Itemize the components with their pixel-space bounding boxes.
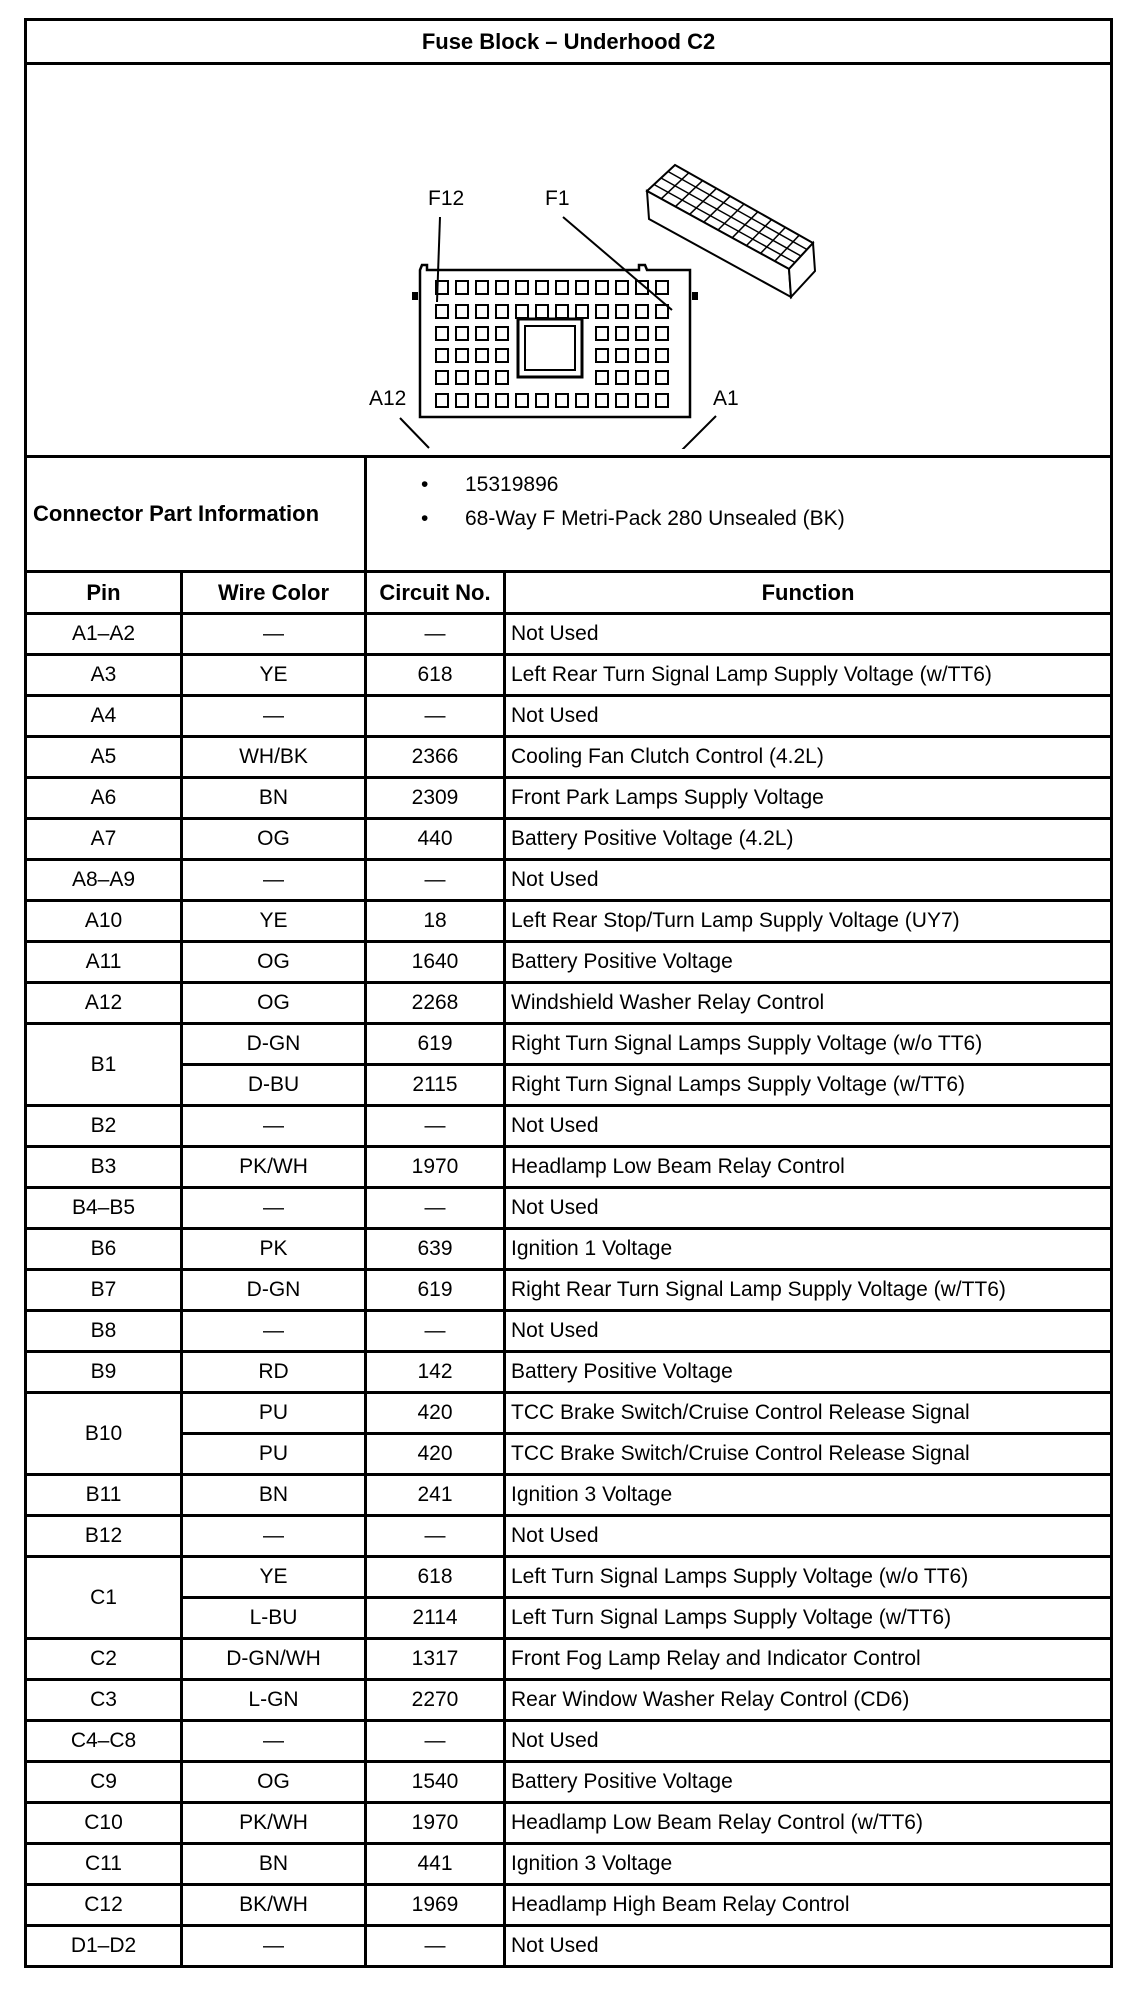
wire-color-cell: YE [182, 655, 366, 696]
pin-cell: A3 [26, 655, 182, 696]
cavity [496, 281, 508, 294]
wire-color-cell: PU [182, 1434, 366, 1475]
part-number: 15319896 [465, 473, 559, 496]
header-pin: Pin [26, 572, 182, 614]
pin-cell: C10 [26, 1803, 182, 1844]
latch-left [412, 292, 418, 300]
function-cell: Windshield Washer Relay Control [505, 983, 1112, 1024]
table-row [26, 1393, 1112, 1434]
function-cell: Battery Positive Voltage [505, 942, 1112, 983]
cavity [556, 281, 568, 294]
table-row [26, 1475, 1112, 1516]
cavity [576, 281, 588, 294]
wire-color-cell: PU [182, 1393, 366, 1434]
cavity [536, 305, 548, 318]
pin-cell: D1–D2 [26, 1926, 182, 1967]
bullet-icon: • [421, 507, 429, 530]
pin-cell: B7 [26, 1270, 182, 1311]
wire-color-cell: D-GN/WH [182, 1639, 366, 1680]
table-row [26, 1885, 1112, 1926]
cavity [456, 305, 468, 318]
pin-cell: B1 [26, 1024, 182, 1106]
circuit-number-cell: 420 [366, 1434, 505, 1475]
function-cell: Left Turn Signal Lamps Supply Voltage (w/TT6) [505, 1598, 1112, 1639]
wire-color-cell: L-BU [182, 1598, 366, 1639]
pin-cell: C11 [26, 1844, 182, 1885]
cavity [636, 394, 648, 407]
cavity [656, 349, 668, 362]
cavity [656, 281, 668, 294]
cavity [576, 394, 588, 407]
wire-color-cell: RD [182, 1352, 366, 1393]
pin-cell: C2 [26, 1639, 182, 1680]
table-row [26, 1844, 1112, 1885]
pin-cell: A5 [26, 737, 182, 778]
cavity [516, 305, 528, 318]
cavity [476, 305, 488, 318]
cavity [636, 349, 648, 362]
table-row [26, 1557, 1112, 1598]
circuit-number-cell: 1317 [366, 1639, 505, 1680]
table-row [26, 1024, 1112, 1065]
circuit-number-cell: 2114 [366, 1598, 505, 1639]
pinout-document [24, 18, 1110, 1968]
label-f12: F12 [428, 187, 465, 210]
wire-color-cell: D-GN [182, 1024, 366, 1065]
circuit-number-cell: — [366, 614, 505, 655]
cavity [456, 327, 468, 340]
function-cell: Not Used [505, 1106, 1112, 1147]
table-row [26, 1065, 1112, 1106]
function-cell: Right Turn Signal Lamps Supply Voltage (w/o TT6) [505, 1024, 1112, 1065]
wire-color-cell: BN [182, 778, 366, 819]
pin-cell: B8 [26, 1311, 182, 1352]
table-row [26, 614, 1112, 655]
circuit-number-cell: 618 [366, 655, 505, 696]
function-cell: Not Used [505, 1311, 1112, 1352]
circuit-number-cell: — [366, 1721, 505, 1762]
wire-color-cell: L-GN [182, 1680, 366, 1721]
function-cell: Not Used [505, 1926, 1112, 1967]
wire-color-cell: PK/WH [182, 1147, 366, 1188]
header-circuit-no: Circuit No. [366, 572, 505, 614]
function-cell: Ignition 1 Voltage [505, 1229, 1112, 1270]
table-row [26, 1598, 1112, 1639]
label-f1: F1 [545, 187, 570, 210]
cavity [616, 394, 628, 407]
circuit-number-cell: 619 [366, 1270, 505, 1311]
circuit-number-cell: 420 [366, 1393, 505, 1434]
table-row [26, 1721, 1112, 1762]
cavity [596, 371, 608, 384]
wire-color-cell: BK/WH [182, 1885, 366, 1926]
circuit-number-cell: 619 [366, 1024, 505, 1065]
cavity [656, 305, 668, 318]
cavity [536, 394, 548, 407]
cavity [536, 281, 548, 294]
function-cell: Battery Positive Voltage [505, 1762, 1112, 1803]
table-row [26, 819, 1112, 860]
cavity [456, 371, 468, 384]
function-cell: TCC Brake Switch/Cruise Control Release Signal [505, 1434, 1112, 1475]
wire-color-cell: — [182, 860, 366, 901]
wire-color-cell: D-GN [182, 1270, 366, 1311]
center-key-inner [525, 326, 575, 370]
wire-color-cell: — [182, 1106, 366, 1147]
table-row [26, 901, 1112, 942]
function-cell: Not Used [505, 614, 1112, 655]
circuit-number-cell: 2309 [366, 778, 505, 819]
circuit-number-cell: 142 [366, 1352, 505, 1393]
function-cell: Cooling Fan Clutch Control (4.2L) [505, 737, 1112, 778]
cavity [476, 327, 488, 340]
circuit-number-cell: 2268 [366, 983, 505, 1024]
function-cell: Battery Positive Voltage (4.2L) [505, 819, 1112, 860]
wire-color-cell: D-BU [182, 1065, 366, 1106]
circuit-number-cell: 1640 [366, 942, 505, 983]
pin-cell: B4–B5 [26, 1188, 182, 1229]
cavity [436, 394, 448, 407]
function-cell: Ignition 3 Voltage [505, 1475, 1112, 1516]
circuit-number-cell: 2270 [366, 1680, 505, 1721]
wire-color-cell: BN [182, 1844, 366, 1885]
cavity [596, 327, 608, 340]
pin-cell: C3 [26, 1680, 182, 1721]
cavity [616, 349, 628, 362]
cavity [476, 349, 488, 362]
cavity [636, 305, 648, 318]
table-row [26, 1516, 1112, 1557]
header-function: Function [505, 572, 1112, 614]
table-row [26, 1434, 1112, 1475]
wire-color-cell: OG [182, 819, 366, 860]
pin-cell: C12 [26, 1885, 182, 1926]
function-cell: Left Turn Signal Lamps Supply Voltage (w/o TT6) [505, 1557, 1112, 1598]
table-row [26, 860, 1112, 901]
wire-color-cell: — [182, 1516, 366, 1557]
cavity [636, 327, 648, 340]
bullet-icon: • [421, 473, 429, 496]
pin-cell: A7 [26, 819, 182, 860]
table-row [26, 737, 1112, 778]
pin-cell: B11 [26, 1475, 182, 1516]
latch-right [692, 292, 698, 300]
cavity [496, 305, 508, 318]
circuit-number-cell: 1969 [366, 1885, 505, 1926]
pin-cell: B10 [26, 1393, 182, 1475]
wire-color-cell: — [182, 1721, 366, 1762]
pin-cell: C1 [26, 1557, 182, 1639]
cavity [556, 394, 568, 407]
pin-cell: B3 [26, 1147, 182, 1188]
table-title: Fuse Block – Underhood C2 [26, 20, 1112, 64]
cavity [576, 305, 588, 318]
table-row [26, 1680, 1112, 1721]
pin-cell: C9 [26, 1762, 182, 1803]
cavity [596, 281, 608, 294]
pin-cell: C4–C8 [26, 1721, 182, 1762]
cavity [436, 305, 448, 318]
header-wire-color: Wire Color [182, 572, 366, 614]
circuit-number-cell: 1970 [366, 1147, 505, 1188]
cavity [636, 371, 648, 384]
wire-color-cell: WH/BK [182, 737, 366, 778]
table-row [26, 696, 1112, 737]
wire-color-cell: YE [182, 1557, 366, 1598]
cavity [496, 394, 508, 407]
cavity [556, 305, 568, 318]
pin-cell: A12 [26, 983, 182, 1024]
wire-color-cell: OG [182, 983, 366, 1024]
function-cell: TCC Brake Switch/Cruise Control Release Signal [505, 1393, 1112, 1434]
cavity [476, 281, 488, 294]
wire-color-cell: OG [182, 942, 366, 983]
circuit-number-cell: — [366, 1926, 505, 1967]
circuit-number-cell: — [366, 860, 505, 901]
label-a1: A1 [713, 387, 739, 410]
cavity [656, 327, 668, 340]
circuit-number-cell: 2366 [366, 737, 505, 778]
pin-cell: A1–A2 [26, 614, 182, 655]
wire-color-cell: — [182, 1926, 366, 1967]
table-row [26, 778, 1112, 819]
cavity [476, 371, 488, 384]
cavity [436, 327, 448, 340]
function-cell: Right Turn Signal Lamps Supply Voltage (w/TT6) [505, 1065, 1112, 1106]
cavity [516, 394, 528, 407]
circuit-number-cell: 639 [366, 1229, 505, 1270]
wire-color-cell: PK [182, 1229, 366, 1270]
cavity [496, 371, 508, 384]
circuit-number-cell: 1540 [366, 1762, 505, 1803]
pin-cell: A4 [26, 696, 182, 737]
connector-type: 68-Way F Metri-Pack 280 Unsealed (BK) [465, 507, 845, 530]
function-cell: Not Used [505, 860, 1112, 901]
table-header-row [26, 572, 1112, 614]
part-number-item [367, 468, 1110, 502]
table-row [26, 1311, 1112, 1352]
cavity [616, 371, 628, 384]
pin-cell: B6 [26, 1229, 182, 1270]
pin-cell: A10 [26, 901, 182, 942]
table-row [26, 1762, 1112, 1803]
cavity [456, 349, 468, 362]
wire-color-cell: PK/WH [182, 1803, 366, 1844]
function-cell: Not Used [505, 696, 1112, 737]
wire-color-cell: OG [182, 1762, 366, 1803]
cavity [656, 371, 668, 384]
table-row [26, 1188, 1112, 1229]
table-row [26, 1352, 1112, 1393]
circuit-number-cell: — [366, 1106, 505, 1147]
table-row [26, 1270, 1112, 1311]
cavity [596, 349, 608, 362]
table-row [26, 942, 1112, 983]
cavity [616, 281, 628, 294]
circuit-number-cell: — [366, 696, 505, 737]
wire-color-cell: BN [182, 1475, 366, 1516]
connector-type-item [367, 502, 1110, 536]
circuit-number-cell: — [366, 1516, 505, 1557]
function-cell: Right Rear Turn Signal Lamp Supply Voltage (w/TT6) [505, 1270, 1112, 1311]
circuit-number-cell: — [366, 1188, 505, 1229]
cavity [496, 327, 508, 340]
connector-face-drawing [27, 65, 1107, 449]
function-cell: Not Used [505, 1721, 1112, 1762]
function-cell: Headlamp Low Beam Relay Control [505, 1147, 1112, 1188]
circuit-number-cell: 618 [366, 1557, 505, 1598]
function-cell: Left Rear Turn Signal Lamp Supply Voltage (w/TT6) [505, 655, 1112, 696]
cavity [596, 305, 608, 318]
cavity [596, 394, 608, 407]
circuit-number-cell: 440 [366, 819, 505, 860]
cavity [616, 327, 628, 340]
pin-cell: A11 [26, 942, 182, 983]
table-row [26, 983, 1112, 1024]
wire-color-cell: — [182, 614, 366, 655]
function-cell: Front Fog Lamp Relay and Indicator Control [505, 1639, 1112, 1680]
cavity [456, 394, 468, 407]
cavity [456, 281, 468, 294]
circuit-number-cell: 18 [366, 901, 505, 942]
circuit-number-cell: — [366, 1311, 505, 1352]
connector-table [24, 18, 1113, 1968]
connector-part-info-label: Connector Part Information [26, 457, 366, 572]
table-row [26, 1639, 1112, 1680]
circuit-number-cell: 2115 [366, 1065, 505, 1106]
table-row [26, 1803, 1112, 1844]
table-row [26, 1106, 1112, 1147]
pin-cell: A8–A9 [26, 860, 182, 901]
function-cell: Not Used [505, 1188, 1112, 1229]
function-cell: Front Park Lamps Supply Voltage [505, 778, 1112, 819]
table-row [26, 1147, 1112, 1188]
cavity [436, 371, 448, 384]
function-cell: Left Rear Stop/Turn Lamp Supply Voltage (UY7) [505, 901, 1112, 942]
label-a12: A12 [369, 387, 407, 410]
connector-part-info [366, 457, 1112, 572]
pin-cell: B2 [26, 1106, 182, 1147]
circuit-number-cell: 1970 [366, 1803, 505, 1844]
wire-color-cell: — [182, 1311, 366, 1352]
cavity [436, 349, 448, 362]
table-row [26, 1926, 1112, 1967]
function-cell: Headlamp High Beam Relay Control [505, 1885, 1112, 1926]
pin-cell: B9 [26, 1352, 182, 1393]
cavity [516, 281, 528, 294]
wire-color-cell: — [182, 1188, 366, 1229]
circuit-number-cell: 241 [366, 1475, 505, 1516]
cavity [616, 305, 628, 318]
table-row [26, 655, 1112, 696]
pin-cell: A6 [26, 778, 182, 819]
wire-color-cell: YE [182, 901, 366, 942]
cavity [656, 394, 668, 407]
cavity [476, 394, 488, 407]
cavity [496, 349, 508, 362]
wire-color-cell: — [182, 696, 366, 737]
function-cell: Headlamp Low Beam Relay Control (w/TT6) [505, 1803, 1112, 1844]
function-cell: Not Used [505, 1516, 1112, 1557]
circuit-number-cell: 441 [366, 1844, 505, 1885]
function-cell: Ignition 3 Voltage [505, 1844, 1112, 1885]
function-cell: Battery Positive Voltage [505, 1352, 1112, 1393]
function-cell: Rear Window Washer Relay Control (CD6) [505, 1680, 1112, 1721]
table-row [26, 1229, 1112, 1270]
connector-diagram [26, 64, 1112, 457]
pin-cell: B12 [26, 1516, 182, 1557]
